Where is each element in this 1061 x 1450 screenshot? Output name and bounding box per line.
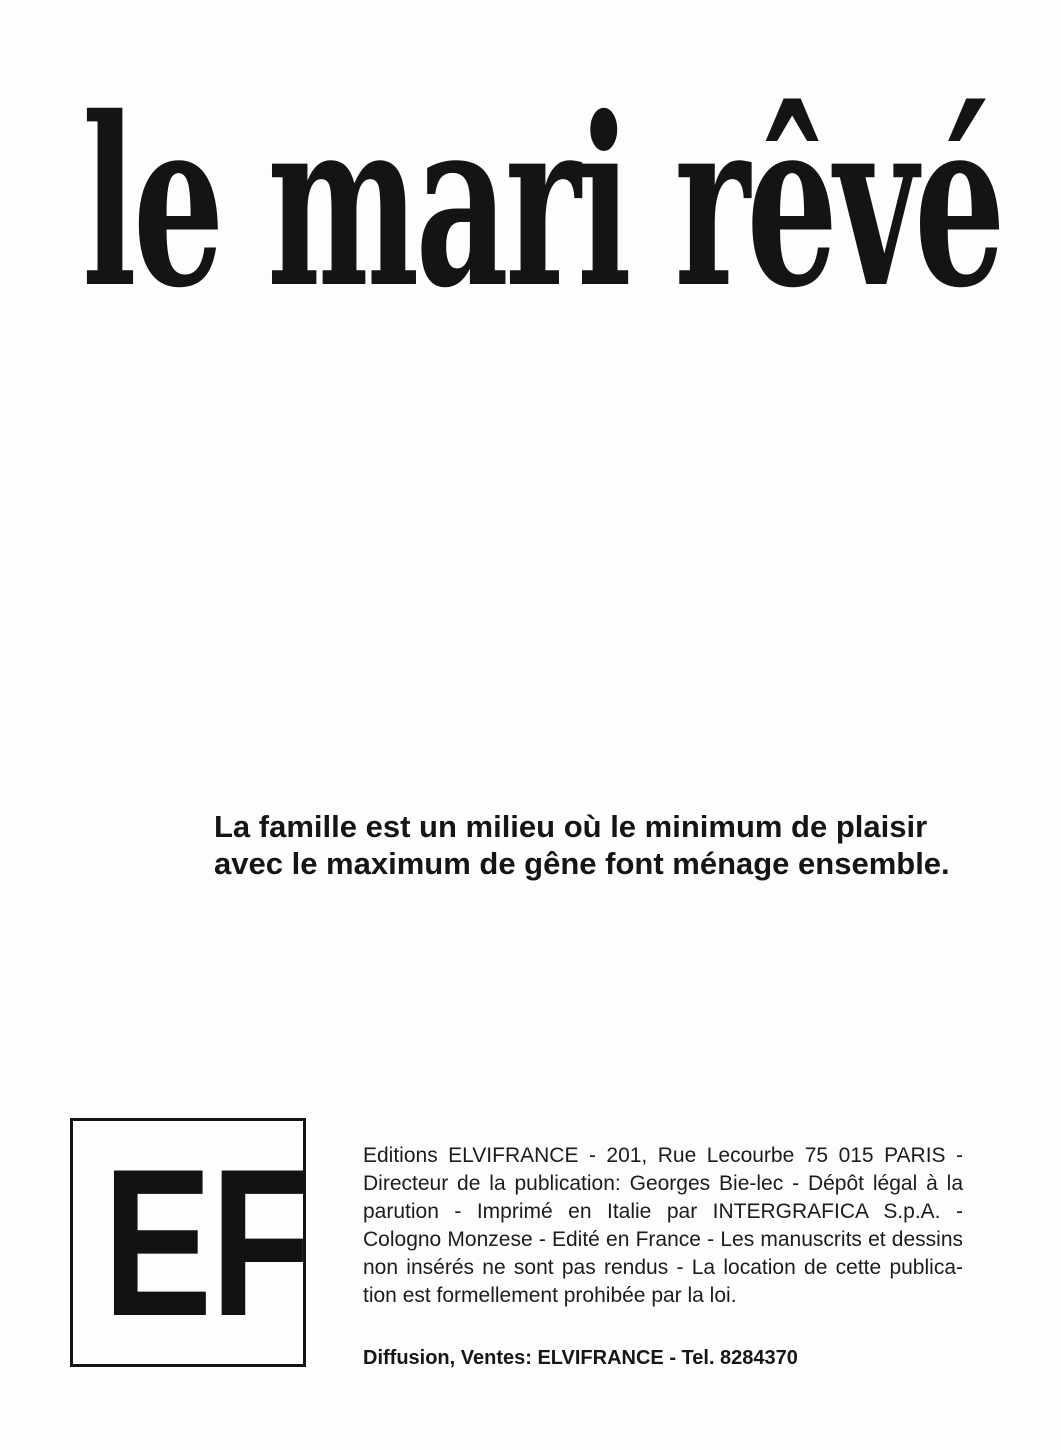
page-title: le mari rêvé <box>82 66 1002 339</box>
publisher-logo <box>70 1118 310 1367</box>
publisher-logo-text: EF <box>103 1125 310 1360</box>
epigraph-quote: La famille est un milieu où le minimum de plaisir avec le maximum de gêne font ménage ensemble. <box>214 809 950 881</box>
publisher-imprint: Editions ELVIFRANCE - 201, Rue Lecourbe 75 015 PARIS - Directeur de la publication: Georges Bie-lec - Dépôt légal à la parution - Imprimé en Italie par INTERGRAFICA S.p.A. - Cologno Monzese - Edité en France - Les manuscrits et dessins non insérés ne sont pas rendus - La location de cette publica-tion est formellement prohibée par la loi. <box>363 1144 963 1307</box>
diffusion-line: Diffusion, Ventes: ELVIFRANCE - Tel. 8284370 <box>363 1347 798 1369</box>
